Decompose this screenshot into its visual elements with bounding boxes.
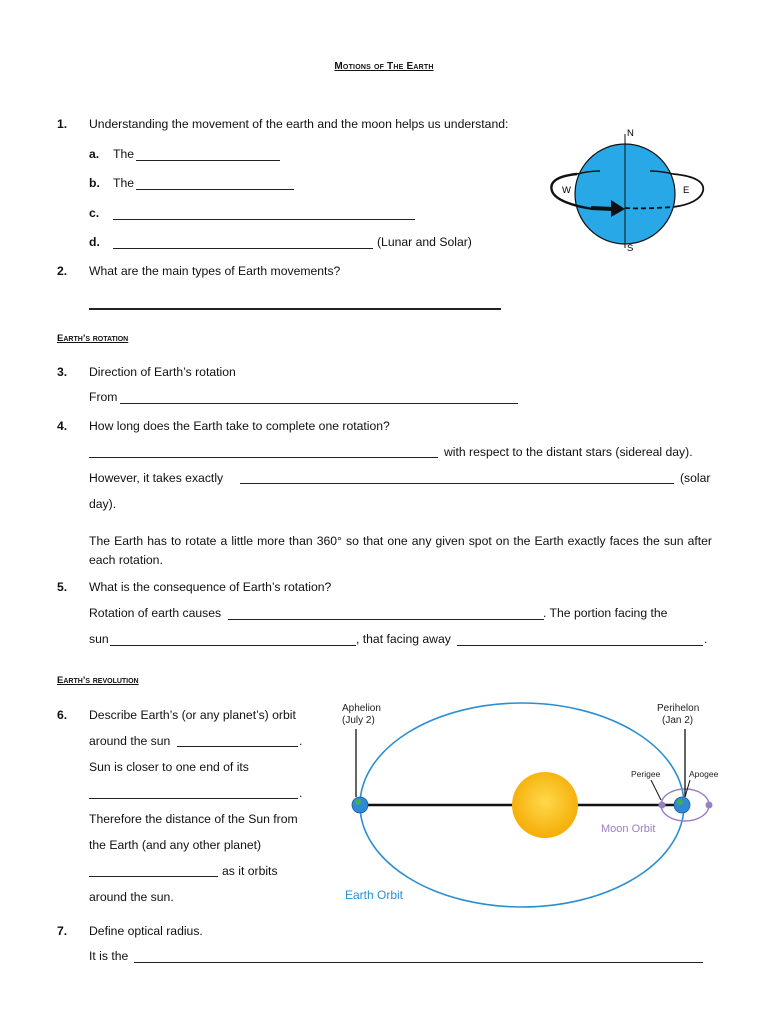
moon-orbit-label: Moon Orbit	[601, 823, 656, 835]
q5-blank-causes[interactable]	[228, 619, 544, 620]
q7-number: 7.	[57, 924, 68, 938]
rotation-arrow-shaft	[591, 208, 613, 209]
q6-line7: as it orbits	[222, 864, 278, 878]
q5-blank-sun[interactable]	[110, 645, 356, 646]
q5-number: 5.	[57, 580, 68, 594]
q1d-suffix: (Lunar and Solar)	[377, 235, 472, 249]
page-title: Motions of The Earth	[334, 61, 434, 72]
q2-text: What are the main types of Earth movements?	[89, 264, 341, 278]
q4-blank-sidereal[interactable]	[89, 457, 438, 458]
q5-causes-text: Rotation of earth causes	[89, 606, 222, 620]
q4-day-text: day).	[89, 497, 117, 511]
q1-text: Understanding the movement of the earth and the moon helps us understand:	[89, 117, 509, 131]
moon-apogee-icon	[706, 802, 713, 809]
q6-blank-end[interactable]	[89, 798, 298, 799]
q5-text: What is the consequence of Earth’s rotation?	[89, 580, 332, 594]
q3-blank[interactable]	[120, 403, 518, 404]
q6-line3: Sun is closer to one end of its	[89, 760, 249, 774]
perihelion-date-label: (Jan 2)	[662, 715, 694, 726]
perigee-pointer	[651, 780, 661, 800]
earth-rotation-diagram	[545, 124, 715, 258]
globe-south-label: S	[627, 243, 634, 254]
q7-blank[interactable]	[134, 962, 703, 963]
revolution-heading: Earth’s revolution	[57, 675, 139, 686]
moon-perigee-icon	[659, 802, 666, 809]
q1a-marker: a.	[89, 147, 100, 161]
earth-perihelion-land-icon	[677, 799, 683, 805]
q3-number: 3.	[57, 365, 68, 379]
q7-it-is-text: It is the	[89, 949, 129, 963]
sun	[512, 772, 578, 838]
q4-number: 4.	[57, 419, 68, 433]
q1d-marker: d.	[89, 235, 100, 249]
rotation-heading: Earth’s rotation	[57, 333, 129, 344]
q1b-blank[interactable]	[136, 189, 294, 190]
q5-facing-away-text: , that facing away	[356, 632, 451, 646]
q4-text: How long does the Earth take to complete one rotation?	[89, 419, 390, 433]
q4-sidereal-text: with respect to the distant stars (sidereal day).	[444, 445, 693, 459]
earth-aphelion-icon	[352, 797, 368, 813]
q2-blank[interactable]	[89, 308, 501, 310]
q6-period-1: .	[299, 734, 303, 748]
aphelion-date-label: (July 2)	[342, 715, 375, 726]
q1b-marker: b.	[89, 176, 100, 190]
q4-note: The Earth has to rotate a little more than 360° so that one any given spot on the Earth exactly faces the sun after each rotation.	[89, 534, 712, 567]
q6-number: 6.	[57, 708, 68, 722]
earth-aphelion-land-icon	[355, 799, 361, 805]
earth-perihelion-icon	[674, 797, 690, 813]
q1a-prefix: The	[113, 147, 135, 161]
earth-orbit-label: Earth Orbit	[345, 888, 404, 902]
q6-line5: Therefore the distance of the Sun from	[89, 812, 298, 826]
q4-blank-solar[interactable]	[240, 483, 674, 484]
q4-solar-text: (solar	[680, 471, 711, 485]
q1b-prefix: The	[113, 176, 135, 190]
q6-period-2: .	[299, 786, 303, 800]
q1-number: 1.	[57, 117, 68, 131]
q1c-marker: c.	[89, 206, 100, 220]
q1c-blank[interactable]	[113, 219, 415, 220]
apogee-label: Apogee	[689, 769, 719, 779]
globe-north-label: N	[627, 128, 634, 139]
q2-number: 2.	[57, 264, 68, 278]
q5-sun-text: sun	[89, 632, 109, 646]
aphelion-label: Aphelion	[342, 703, 381, 714]
q1a-blank[interactable]	[136, 160, 280, 161]
q5-blank-away[interactable]	[457, 645, 703, 646]
q5-portion-text: . The portion facing the	[543, 606, 668, 620]
q3-text: Direction of Earth’s rotation	[89, 365, 236, 379]
perigee-label: Perigee	[631, 769, 661, 779]
q5-end-period: .	[704, 632, 708, 646]
q4-however-text: However, it takes exactly	[89, 471, 224, 485]
q6-line2: around the sun	[89, 734, 171, 748]
perihelion-label: Perihelon	[657, 703, 700, 714]
q6-line6: the Earth (and any other planet)	[89, 838, 262, 852]
q6-blank-distance[interactable]	[89, 876, 218, 877]
globe-east-label: E	[683, 185, 690, 196]
q1d-blank[interactable]	[113, 248, 373, 249]
earth-orbit-diagram	[325, 695, 740, 915]
q6-line1: Describe Earth’s (or any planet’s) orbit	[89, 708, 296, 722]
globe-west-label: W	[562, 185, 571, 196]
q6-line8: around the sun.	[89, 890, 174, 904]
q7-text: Define optical radius.	[89, 924, 203, 938]
q3-from-label: From	[89, 390, 118, 404]
q6-blank-orbit[interactable]	[177, 746, 298, 747]
